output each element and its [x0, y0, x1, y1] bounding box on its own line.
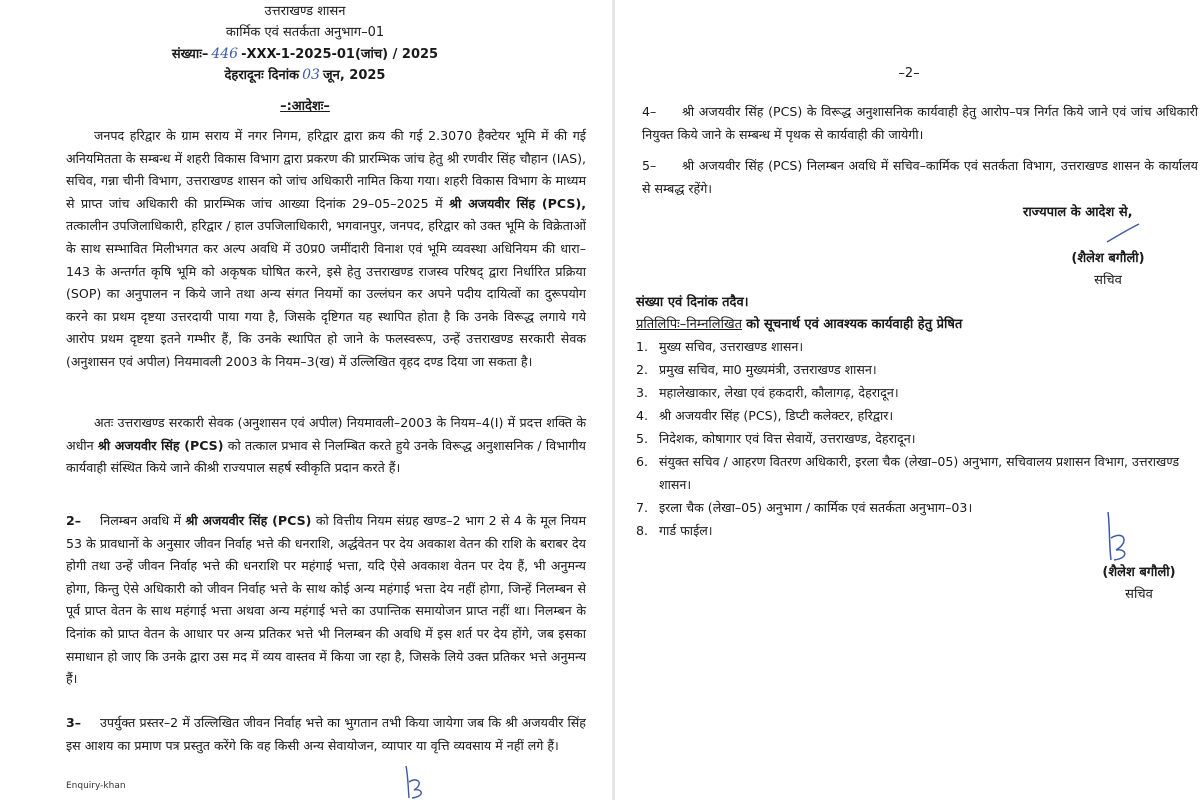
date-prefix: देहरादूनः दिनांक	[224, 68, 300, 83]
para2-text-a: अतः उत्तराखण्ड सरकारी सेवक (अनुशासन एवं अपील) नियमावली–2003 के नियम–4(I) में प्रदत्त शक्ति के अधीन	[66, 415, 586, 453]
para6-number: 5–	[642, 158, 657, 173]
page-divider	[612, 0, 615, 800]
para1-officer-name: श्री अजयवीर सिंह (PCS),	[449, 195, 586, 211]
footer-note: Enquiry-khan	[66, 781, 126, 791]
list-item-text: संयुक्त सचिव / आहरण वितरण अधिकारी, इरला चैक (लेखा–05) अनुभाग, सचिवालय प्रशासन विभाग, उत्तराखण्ड शासन।	[659, 454, 1180, 492]
reference-line: संख्या एवं दिनांक तदैव।	[636, 295, 749, 310]
signatory-2-name: (शैलेश बगौली)	[1102, 565, 1176, 580]
paragraph-3	[66, 510, 586, 691]
govt-title: उत्तराखण्ड शासन	[264, 4, 346, 19]
list-item-number: 6.	[636, 454, 649, 469]
list-item-number: 2.	[636, 362, 649, 377]
para4-number: 3–	[66, 715, 82, 730]
para3-number: 2–	[66, 513, 82, 528]
list-item-number: 8.	[636, 523, 649, 538]
list-item	[636, 427, 1198, 450]
list-item-text: श्री अजयवीर सिंह (PCS), डिप्टी कलेक्टर, हरिद्वार।	[659, 408, 894, 423]
copy-to-line	[636, 314, 962, 332]
para2-officer-name: श्री अजयवीर सिंह (PCS)	[97, 437, 224, 453]
list-item-number: 4.	[636, 408, 649, 423]
full-signature-icon	[1100, 508, 1134, 564]
list-item	[636, 450, 1198, 496]
para6-text: श्री अजयवीर सिंह (PCS) निलम्बन अवधि में सचिव–कार्मिक एवं सतर्कता विभाग, उत्तराखण्ड शासन के कार्यालय से सम्बद्ध रहेंगे।	[642, 158, 1198, 196]
list-item-number: 3.	[636, 385, 649, 400]
list-item	[636, 335, 1198, 358]
signatory-1-name: (शैलेश बगौली)	[1071, 251, 1145, 266]
signature-stroke-icon	[1103, 222, 1143, 246]
para3-officer-name: श्री अजयवीर सिंह (PCS)	[185, 513, 312, 528]
list-item-text: गार्ड फाईल।	[659, 523, 713, 538]
para5-text: श्री अजयवीर सिंह (PCS) के विरूद्ध अनुशासनिक कार्यवाही हेतु आरोप–पत्र निर्गत किये जाने एवं जांच अधिकारी नियुक्त किये जाने के सम्बन्ध में पृथक से कार्यवाही की जायेगी।	[642, 104, 1198, 142]
list-item-text: प्रमुख सचिव, मा0 मुख्यमंत्री, उत्तराखण्ड शासन।	[659, 362, 877, 377]
initial-signature-icon	[400, 762, 430, 800]
para5-number: 4–	[642, 104, 657, 119]
signatory-2-designation: सचिव	[1125, 587, 1153, 602]
paragraph-5	[642, 101, 1198, 146]
list-item	[636, 381, 1198, 404]
governor-order-line: राज्यपाल के आदेश से,	[1023, 205, 1133, 220]
para2-text-b: को तत्काल प्रभाव से निलम्बित करते हुये उनके विरूद्ध अनुशासनिक / विभागीय कार्यवाही संस्थित किये जाने कीश्री राज्यपाल सहर्ष स्वीकृति प्रदान करते हैं।	[66, 437, 586, 476]
order-title: –:आदेशः–	[280, 99, 330, 114]
list-item-text: निदेशक, कोषागार एवं वित्त सेवायें, उत्तराखण्ड, देहरादून।	[659, 431, 916, 446]
para1-text-b: तत्कालीन उपजिलाधिकारी, हरिद्वार / हाल उपजिलाधिकारी, भगवानपुर, जनपद, हरिद्वार को उक्त भूमि के विक्रेताओं के साथ सम्भावित मिलीभगत कर अल्प अवधि में उ0प्र0 जमींदारी विनाश एवं भूमि व्यवस्था अधिनियम की धारा–143 के अन्तर्गत कृषि भूमि को अकृषक घोषित करने, इसे हेतु उत्तराखण्ड राजस्व परिषद् द्वारा निर्धारित प्रक्रिया (SOP) का अनुपालन न किये जाने तथा अन्य संगत नियमों का उल्लंघन कर अपने पदीय दायित्वों का दुरूपयोग करने का प्रथम दृष्टया उत्तरदायी पाया गया है, जिसके दृष्टिगत यह स्थापित होता है कि उनके विरूद्ध लगाये गये आरोप प्रथम दृष्टया इतने गम्भीर हैं, कि उनके स्थापित हो जाने के फलस्वरूप, उन्हें उत्तराखण्ड सरकारी सेवक (अनुशासन एवं अपील) नियमावली 2003 के नियम–3(ख) में उल्लिखित वृहद दण्ड दिया जा सकता है।	[66, 218, 586, 369]
list-item-text: इरला चैक (लेखा–05) अनुभाग / कार्मिक एवं सतर्कता अनुभाग–03।	[659, 500, 973, 515]
ref-suffix: -XXX-1-2025-01(जांच) / 2025	[241, 47, 439, 62]
list-item-number: 7.	[636, 500, 649, 515]
para3-text-a: निलम्बन अवधि में	[100, 513, 182, 528]
date-suffix: जून, 2025	[322, 68, 386, 83]
list-item-number: 1.	[636, 339, 649, 354]
letter-page-2	[618, 0, 1200, 800]
page-number: –2–	[898, 66, 920, 81]
list-item-text: महालेखाकार, लेखा एवं हकदारी, कौलागढ़, देहरादून।	[659, 385, 899, 400]
para4-text: उपर्युक्त प्रस्तर–2 में उल्लिखित जीवन निर्वाह भत्ते का भुगतान तभी किया जायेगा जब कि श्री अजयवीर सिंह इस आशय का प्रमाण पत्र प्रस्तुत करेंगे कि वह किसी अन्य सेवायोजन, व्यापार या वृत्ति व्यवसाय में नहीं लगे हैं।	[66, 715, 586, 753]
ref-prefix: संख्याः–	[171, 47, 209, 62]
paragraph-4	[66, 712, 586, 757]
list-item-number: 5.	[636, 431, 649, 446]
list-item-text: मुख्य सचिव, उत्तराखण्ड शासन।	[659, 339, 804, 354]
letter-date	[0, 66, 610, 85]
para3-text-b: को वित्तीय नियम संग्रह खण्ड–2 भाग 2 से 4 के मूल नियम 53 के प्रावधानों के अनुसार जीवन निर्वाह भत्ते की धनराशि, अर्द्धवेतन पर देय अवकाश वेतन की राशि के बराबर देय होगी तथा उन्हें जीवन निर्वाह भत्ते की धनराशि पर महंगाई भत्ता, यदि ऐसे अवकाश वेतन पर देय हैं, भी अनुमन्य होगा, किन्तु ऐसे अधिकारी को जीवन निर्वाह भत्ते के साथ कोई अन्य महंगाई भत्ता देय नहीं होगा, जिन्हें निलम्बन से पूर्व प्राप्त वेतन के साथ महंगाई भत्ता अथवा अन्य महंगाई भत्ते का उपान्तिक समायोजन प्राप्त नहीं था। निलम्बन के दिनांक को प्राप्त वेतन के आधार पर अन्य प्रतिकर भत्ते भी निलम्बन की अवधि में इस शर्त पर देय होंगे, जब इसका समाधान हो जाए कि उनके द्वारा उस मद में व्यय वास्तव में किया जा रहा है, जिसके लिये उक्त प्रतिकर भत्ते अनुमन्य हैं।	[66, 513, 586, 687]
paragraph-2	[66, 412, 586, 480]
date-handwritten: 03	[302, 67, 320, 83]
reference-number	[0, 45, 610, 64]
copy-prefix: प्रतिलिपिः–निम्नलिखित	[636, 317, 743, 332]
signatory-1-designation: सचिव	[1094, 273, 1122, 288]
department-title: कार्मिक एवं सतर्कता अनुभाग–01	[225, 25, 385, 40]
list-item	[636, 358, 1198, 381]
ref-handwritten: 446	[211, 46, 239, 62]
list-item	[636, 404, 1198, 427]
paragraph-1	[66, 125, 586, 374]
para1-text-a: जनपद हरिद्वार के ग्राम सराय में नगर निगम, हरिद्वार द्वारा क्रय की गई 2.3070 हैक्टेयर भूमि में की गई अनियमितता के सम्बन्ध में शहरी विकास विभाग द्वारा प्रकरण की प्रारम्भिक जांच हेतु श्री रणवीर सिंह चौहान (IAS), सचिव, गन्ना चीनी विभाग, उत्तराखण्ड शासन को जांच अधिकारी नामित किया गया। शहरी विकास विभाग के माध्यम से प्राप्त जांच अधिकारी की प्रारम्भिक जांच आख्या दिनांक 29–05–2025 में	[66, 128, 586, 211]
copy-purpose: को सूचनार्थ एवं आवश्यक कार्यवाही हेतु प्रेषित	[746, 317, 963, 332]
paragraph-6	[642, 155, 1198, 200]
